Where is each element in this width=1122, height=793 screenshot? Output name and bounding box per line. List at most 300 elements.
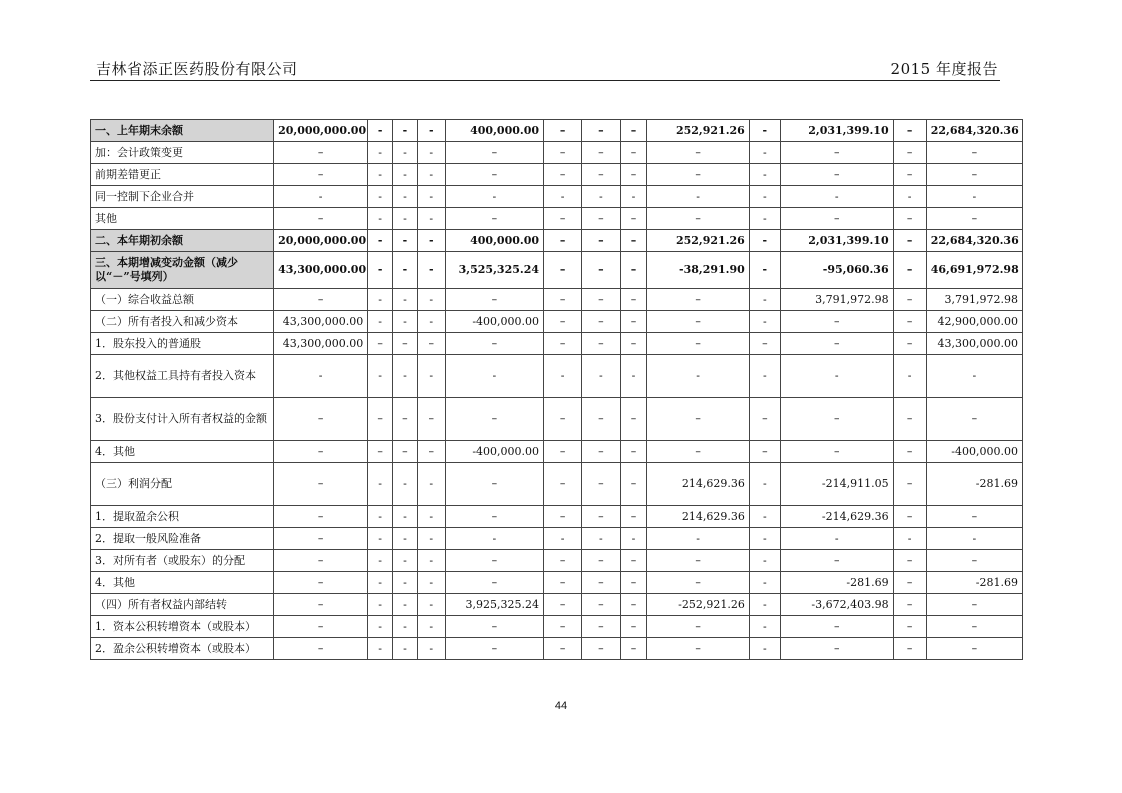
table-cell: –	[582, 142, 620, 164]
row-label: 前期差错更正	[91, 164, 274, 186]
table-cell: -214,911.05	[780, 463, 893, 506]
table-cell: –	[926, 616, 1022, 638]
table-cell: –	[544, 441, 582, 463]
table-cell: -	[393, 230, 418, 252]
table-cell: –	[893, 289, 926, 311]
table-cell: -	[647, 186, 749, 208]
table-cell: -	[780, 528, 893, 550]
table-cell: -	[749, 463, 780, 506]
table-cell: –	[780, 638, 893, 660]
table-cell: -	[417, 252, 445, 289]
table-cell: –	[926, 550, 1022, 572]
table-row	[91, 594, 1023, 616]
table-cell: 3,791,972.98	[780, 289, 893, 311]
table-cell: –	[544, 616, 582, 638]
table-cell: –	[620, 506, 647, 528]
table-cell: –	[780, 311, 893, 333]
table-cell: –	[445, 398, 543, 441]
table-cell: –	[893, 616, 926, 638]
table-cell: -	[749, 638, 780, 660]
table-cell: -	[749, 164, 780, 186]
table-row	[91, 398, 1023, 441]
table-cell: -281.69	[780, 572, 893, 594]
table-cell: –	[582, 208, 620, 230]
table-cell: -	[393, 186, 418, 208]
table-cell: -	[417, 120, 445, 142]
row-label: 1．资本公积转增资本（或股本）	[91, 616, 274, 638]
table-cell: -	[749, 142, 780, 164]
table-cell: –	[647, 616, 749, 638]
table-cell: –	[445, 463, 543, 506]
table-cell: –	[749, 333, 780, 355]
table-cell: -	[780, 186, 893, 208]
table-cell: -	[417, 355, 445, 398]
row-label: 一、上年期末余额	[91, 120, 274, 142]
table-cell: –	[893, 164, 926, 186]
table-row	[91, 252, 1023, 289]
table-cell: –	[780, 616, 893, 638]
table-cell: –	[780, 441, 893, 463]
table-cell: –	[893, 463, 926, 506]
table-cell: -	[393, 506, 418, 528]
row-label: 3．股份支付计入所有者权益的金额	[91, 398, 274, 441]
table-cell: -	[368, 463, 393, 506]
table-cell: –	[582, 572, 620, 594]
table-cell: –	[893, 120, 926, 142]
table-cell: 214,629.36	[647, 506, 749, 528]
table-cell: –	[445, 550, 543, 572]
table-cell: –	[647, 208, 749, 230]
table-cell: 22,684,320.36	[926, 120, 1022, 142]
table-cell: –	[274, 441, 368, 463]
table-cell: -	[274, 186, 368, 208]
table-cell: –	[647, 441, 749, 463]
table-cell: –	[926, 142, 1022, 164]
table-cell: -	[368, 230, 393, 252]
table-cell: -	[368, 164, 393, 186]
table-cell: -	[417, 208, 445, 230]
table-cell: -214,629.36	[780, 506, 893, 528]
table-cell: 42,900,000.00	[926, 311, 1022, 333]
header-divider	[90, 80, 1000, 81]
table-cell: –	[582, 550, 620, 572]
table-cell: -	[926, 355, 1022, 398]
company-name: 吉林省添正医药股份有限公司	[96, 60, 298, 78]
table-cell: -	[417, 550, 445, 572]
table-cell: –	[893, 638, 926, 660]
table-row	[91, 208, 1023, 230]
table-cell: –	[582, 311, 620, 333]
table-cell: 3,791,972.98	[926, 289, 1022, 311]
table-cell: –	[445, 572, 543, 594]
table-cell: -	[926, 186, 1022, 208]
row-label: 二、本年期初余额	[91, 230, 274, 252]
row-label: （一）综合收益总额	[91, 289, 274, 311]
table-cell: -	[417, 463, 445, 506]
table-cell: –	[893, 398, 926, 441]
table-cell: –	[445, 506, 543, 528]
row-label: 2．提取一般风险准备	[91, 528, 274, 550]
table-cell: -	[368, 142, 393, 164]
table-cell: –	[620, 311, 647, 333]
table-cell: -	[893, 355, 926, 398]
table-cell: –	[274, 506, 368, 528]
table-cell: –	[393, 441, 418, 463]
table-cell: –	[582, 289, 620, 311]
table-row	[91, 164, 1023, 186]
table-cell: –	[544, 208, 582, 230]
table-cell: -400,000.00	[445, 311, 543, 333]
table-cell: –	[647, 289, 749, 311]
row-label: 3．对所有者（或股东）的分配	[91, 550, 274, 572]
table-cell: -	[893, 186, 926, 208]
table-cell: –	[544, 463, 582, 506]
table-cell: –	[582, 441, 620, 463]
table-cell: -95,060.36	[780, 252, 893, 289]
table-cell: 400,000.00	[445, 230, 543, 252]
table-cell: –	[274, 616, 368, 638]
table-cell: –	[620, 638, 647, 660]
table-cell: –	[647, 572, 749, 594]
table-cell: –	[780, 208, 893, 230]
table-cell: -	[582, 528, 620, 550]
table-cell: -	[417, 572, 445, 594]
table-row	[91, 506, 1023, 528]
table-cell: -	[749, 186, 780, 208]
table-cell: -	[620, 186, 647, 208]
table-cell: –	[544, 572, 582, 594]
table-cell: –	[582, 463, 620, 506]
table-cell: -	[417, 528, 445, 550]
table-cell: –	[620, 398, 647, 441]
table-cell: –	[582, 333, 620, 355]
table-cell: -	[393, 594, 418, 616]
table-row	[91, 638, 1023, 660]
table-cell: -	[417, 311, 445, 333]
table-cell: -	[749, 594, 780, 616]
table-cell: -	[393, 616, 418, 638]
table-cell: –	[445, 142, 543, 164]
table-cell: -	[417, 142, 445, 164]
table-cell: –	[893, 142, 926, 164]
table-cell: –	[417, 441, 445, 463]
table-cell: -	[368, 638, 393, 660]
table-row	[91, 333, 1023, 355]
table-cell: -400,000.00	[926, 441, 1022, 463]
table-cell: –	[368, 333, 393, 355]
table-cell: –	[620, 120, 647, 142]
table-cell: -	[393, 164, 418, 186]
table-cell: -	[368, 506, 393, 528]
table-cell: –	[620, 164, 647, 186]
table-cell: -	[393, 638, 418, 660]
table-cell: –	[893, 594, 926, 616]
table-cell: 214,629.36	[647, 463, 749, 506]
table-cell: -	[417, 594, 445, 616]
table-cell: -	[749, 311, 780, 333]
table-cell: -252,921.26	[647, 594, 749, 616]
table-row	[91, 550, 1023, 572]
table-cell: 3,525,325.24	[445, 252, 543, 289]
table-cell: -	[393, 528, 418, 550]
table-cell: -	[749, 120, 780, 142]
table-cell: –	[749, 441, 780, 463]
table-cell: –	[620, 463, 647, 506]
table-cell: -	[417, 289, 445, 311]
table-cell: –	[582, 594, 620, 616]
table-cell: 2,031,399.10	[780, 120, 893, 142]
table-cell: –	[274, 164, 368, 186]
table-cell: –	[893, 506, 926, 528]
table-cell: -	[393, 311, 418, 333]
table-cell: -	[749, 355, 780, 398]
table-cell: –	[445, 164, 543, 186]
table-cell: -	[393, 142, 418, 164]
table-cell: -	[393, 208, 418, 230]
table-cell: –	[780, 333, 893, 355]
table-cell: –	[620, 572, 647, 594]
table-row	[91, 311, 1023, 333]
table-cell: -	[749, 252, 780, 289]
table-cell: -	[393, 550, 418, 572]
table-cell: –	[274, 208, 368, 230]
table-cell: –	[647, 550, 749, 572]
table-row	[91, 120, 1023, 142]
table-cell: –	[893, 572, 926, 594]
table-row	[91, 186, 1023, 208]
table-cell: –	[620, 230, 647, 252]
table-cell: -	[368, 252, 393, 289]
table-cell: 43,300,000.00	[274, 252, 368, 289]
table-cell: –	[544, 252, 582, 289]
table-cell: –	[544, 289, 582, 311]
table-cell: -281.69	[926, 463, 1022, 506]
table-cell: -	[368, 120, 393, 142]
table-cell: -281.69	[926, 572, 1022, 594]
table-cell: 20,000,000.00	[274, 120, 368, 142]
table-cell: –	[544, 230, 582, 252]
row-label: （四）所有者权益内部结转	[91, 594, 274, 616]
table-cell: –	[544, 142, 582, 164]
table-cell: –	[926, 506, 1022, 528]
table-cell: –	[544, 594, 582, 616]
table-cell: -	[393, 355, 418, 398]
table-cell: –	[647, 164, 749, 186]
table-cell: –	[274, 594, 368, 616]
row-label: 同一控制下企业合并	[91, 186, 274, 208]
table-cell: –	[544, 506, 582, 528]
table-cell: 3,925,325.24	[445, 594, 543, 616]
row-label: 2．盈余公积转增资本（或股本）	[91, 638, 274, 660]
table-cell: -	[445, 528, 543, 550]
table-cell: -	[368, 311, 393, 333]
table-cell: –	[274, 398, 368, 441]
table-cell: –	[368, 398, 393, 441]
table-cell: 43,300,000.00	[274, 311, 368, 333]
row-label: 加：会计政策变更	[91, 142, 274, 164]
table-cell: –	[926, 208, 1022, 230]
table-cell: -	[393, 463, 418, 506]
report-title: 2015 年度报告	[890, 60, 998, 78]
table-cell: –	[780, 550, 893, 572]
table-cell: –	[445, 333, 543, 355]
table-cell: -	[417, 638, 445, 660]
table-cell: 22,684,320.36	[926, 230, 1022, 252]
table-cell: –	[780, 142, 893, 164]
table-cell: –	[620, 550, 647, 572]
row-label: 2．其他权益工具持有者投入资本	[91, 355, 274, 398]
table-cell: -	[274, 355, 368, 398]
table-cell: –	[274, 142, 368, 164]
table-cell: -	[393, 289, 418, 311]
table-cell: -	[582, 355, 620, 398]
table-cell: -	[445, 355, 543, 398]
table-cell: –	[544, 550, 582, 572]
table-cell: –	[544, 311, 582, 333]
table-cell: –	[582, 252, 620, 289]
table-cell: -	[620, 528, 647, 550]
table-cell: –	[620, 252, 647, 289]
table-cell: -	[780, 355, 893, 398]
table-cell: -	[647, 528, 749, 550]
table-cell: –	[445, 638, 543, 660]
table-cell: -	[417, 230, 445, 252]
table-cell: -	[749, 550, 780, 572]
table-cell: –	[274, 550, 368, 572]
table-cell: -	[368, 572, 393, 594]
table-cell: –	[582, 164, 620, 186]
table-cell: –	[647, 638, 749, 660]
table-cell: –	[926, 398, 1022, 441]
table-cell: –	[893, 208, 926, 230]
table-row	[91, 289, 1023, 311]
table-cell: –	[582, 638, 620, 660]
table-cell: –	[445, 616, 543, 638]
row-label: 4．其他	[91, 572, 274, 594]
table-cell: -	[368, 528, 393, 550]
table-row	[91, 528, 1023, 550]
table-cell: –	[417, 333, 445, 355]
table-row	[91, 441, 1023, 463]
table-cell: –	[274, 638, 368, 660]
table-cell: -	[893, 528, 926, 550]
table-cell: –	[749, 398, 780, 441]
table-cell: –	[620, 208, 647, 230]
table-row	[91, 230, 1023, 252]
table-cell: -	[417, 186, 445, 208]
table-cell: -	[582, 186, 620, 208]
row-label: 其他	[91, 208, 274, 230]
table-cell: –	[620, 289, 647, 311]
table-cell: -	[368, 186, 393, 208]
table-cell: -	[749, 528, 780, 550]
table-cell: –	[893, 550, 926, 572]
table-cell: 43,300,000.00	[926, 333, 1022, 355]
table-cell: 43,300,000.00	[274, 333, 368, 355]
table-cell: 46,691,972.98	[926, 252, 1022, 289]
table-cell: -400,000.00	[445, 441, 543, 463]
table-cell: –	[582, 616, 620, 638]
table-cell: -	[368, 594, 393, 616]
page-number: 44	[554, 700, 568, 712]
row-label: 三、本期增减变动金额（减少以“－”号填列）	[91, 252, 274, 289]
row-label: 1．提取盈余公积	[91, 506, 274, 528]
table-cell: –	[893, 441, 926, 463]
table-cell: –	[780, 164, 893, 186]
table-cell: -38,291.90	[647, 252, 749, 289]
table-cell: –	[926, 594, 1022, 616]
table-cell: –	[544, 333, 582, 355]
table-cell: –	[544, 398, 582, 441]
table-cell: –	[544, 164, 582, 186]
table-cell: 400,000.00	[445, 120, 543, 142]
table-cell: 252,921.26	[647, 120, 749, 142]
table-cell: -	[544, 186, 582, 208]
table-cell: –	[620, 616, 647, 638]
table-cell: -	[368, 289, 393, 311]
table-cell: –	[647, 142, 749, 164]
table-cell: -	[417, 506, 445, 528]
table-cell: –	[926, 638, 1022, 660]
table-cell: –	[274, 572, 368, 594]
table-cell: -	[368, 208, 393, 230]
table-cell: –	[893, 311, 926, 333]
table-cell: -	[393, 572, 418, 594]
table-cell: –	[647, 333, 749, 355]
table-row	[91, 142, 1023, 164]
table-cell: –	[274, 528, 368, 550]
table-cell: -	[445, 186, 543, 208]
table-cell: –	[893, 252, 926, 289]
table-cell: –	[620, 594, 647, 616]
table-cell: -	[749, 208, 780, 230]
table-cell: -	[749, 289, 780, 311]
table-cell: –	[393, 398, 418, 441]
table-cell: –	[274, 463, 368, 506]
table-cell: –	[368, 441, 393, 463]
table-cell: –	[620, 142, 647, 164]
table-cell: –	[780, 398, 893, 441]
table-cell: -	[368, 550, 393, 572]
table-cell: -	[544, 528, 582, 550]
table-cell: -	[368, 355, 393, 398]
table-cell: –	[893, 333, 926, 355]
table-cell: –	[582, 230, 620, 252]
table-cell: -	[749, 616, 780, 638]
table-cell: –	[893, 230, 926, 252]
table-cell: –	[582, 398, 620, 441]
table-cell: 252,921.26	[647, 230, 749, 252]
table-cell: –	[647, 398, 749, 441]
table-cell: –	[620, 441, 647, 463]
table-cell: -	[647, 355, 749, 398]
table-cell: -	[368, 616, 393, 638]
table-row	[91, 616, 1023, 638]
table-cell: -3,672,403.98	[780, 594, 893, 616]
table-cell: 20,000,000.00	[274, 230, 368, 252]
table-cell: -	[417, 616, 445, 638]
table-row	[91, 355, 1023, 398]
table-cell: –	[647, 311, 749, 333]
table-cell: –	[620, 333, 647, 355]
row-label: 4．其他	[91, 441, 274, 463]
table-cell: –	[274, 289, 368, 311]
table-cell: -	[393, 120, 418, 142]
row-label: 1．股东投入的普通股	[91, 333, 274, 355]
table-cell: -	[620, 355, 647, 398]
table-cell: -	[749, 506, 780, 528]
equity-change-table	[90, 119, 1023, 660]
